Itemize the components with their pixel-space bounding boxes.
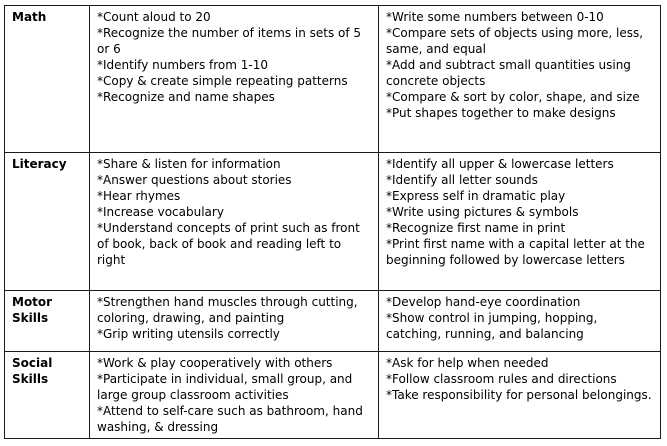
skill-item: *Count aloud to 20 <box>97 10 211 24</box>
skill-item: *Write using pictures & symbols <box>386 205 579 219</box>
skill-item: *Ask for help when needed <box>386 356 549 370</box>
skill-item: *Add and subtract small quantities using concrete objects <box>386 58 631 88</box>
skill-item: *Share & listen for information <box>97 157 281 171</box>
skill-item: *Identify numbers from 1-10 <box>97 58 268 72</box>
right-skills-cell <box>379 291 661 352</box>
skill-item: *Attend to self-care such as bathroom, hand washing, & dressing <box>97 404 363 434</box>
skill-item: *Print first name with a capital letter at the beginning followed by lowercase letters <box>386 237 645 267</box>
skill-item: *Recognize the number of items in sets of 5 or 6 <box>97 26 362 56</box>
table-row-social-skills <box>5 352 661 439</box>
skill-item: *Grip writing utensils correctly <box>97 327 280 341</box>
skill-item: *Compare sets of objects using more, less, same, and equal <box>386 26 644 56</box>
skill-item: *Increase vocabulary <box>97 205 224 219</box>
left-skills-cell <box>90 153 379 291</box>
skill-item: *Show control in jumping, hopping, catching, running, and balancing <box>386 311 598 341</box>
skill-item: *Follow classroom rules and directions <box>386 372 617 386</box>
skill-item: *Copy & create simple repeating patterns <box>97 74 348 88</box>
left-skills-cell <box>90 352 379 439</box>
skill-item: *Express self in dramatic play <box>386 189 566 203</box>
skill-item: *Identify all upper & lowercase letters <box>386 157 614 171</box>
table-row-math <box>5 6 661 153</box>
right-skills-cell <box>379 6 661 153</box>
category-cell: Math <box>5 6 90 153</box>
skill-item: *Take responsibility for personal belongings. <box>386 388 652 402</box>
skill-item: *Recognize first name in print <box>386 221 566 235</box>
table-row-motor-skills <box>5 291 661 352</box>
skill-item: *Participate in individual, small group, and large group classroom activities <box>97 372 353 402</box>
skill-item: *Hear rhymes <box>97 189 181 203</box>
skill-item: *Work & play cooperatively with others <box>97 356 333 370</box>
table-row-literacy <box>5 153 661 291</box>
left-skills-cell <box>90 6 379 153</box>
skill-item: *Answer questions about stories <box>97 173 292 187</box>
category-cell: Literacy <box>5 153 90 291</box>
left-skills-cell <box>90 291 379 352</box>
skill-item: *Develop hand-eye coordination <box>386 295 581 309</box>
skill-item: *Write some numbers between 0-10 <box>386 10 604 24</box>
right-skills-cell <box>379 352 661 439</box>
skills-table <box>4 5 661 439</box>
category-cell: Motor Skills <box>5 291 90 352</box>
category-cell: Social Skills <box>5 352 90 439</box>
skill-item: *Identify all letter sounds <box>386 173 538 187</box>
right-skills-cell <box>379 153 661 291</box>
skill-item: *Compare & sort by color, shape, and size <box>386 90 640 104</box>
skill-item: *Put shapes together to make designs <box>386 106 616 120</box>
skill-item: *Recognize and name shapes <box>97 90 275 104</box>
skill-item: *Understand concepts of print such as front of book, back of book and reading left to right <box>97 221 360 267</box>
skill-item: *Strengthen hand muscles through cutting, coloring, drawing, and painting <box>97 295 358 325</box>
